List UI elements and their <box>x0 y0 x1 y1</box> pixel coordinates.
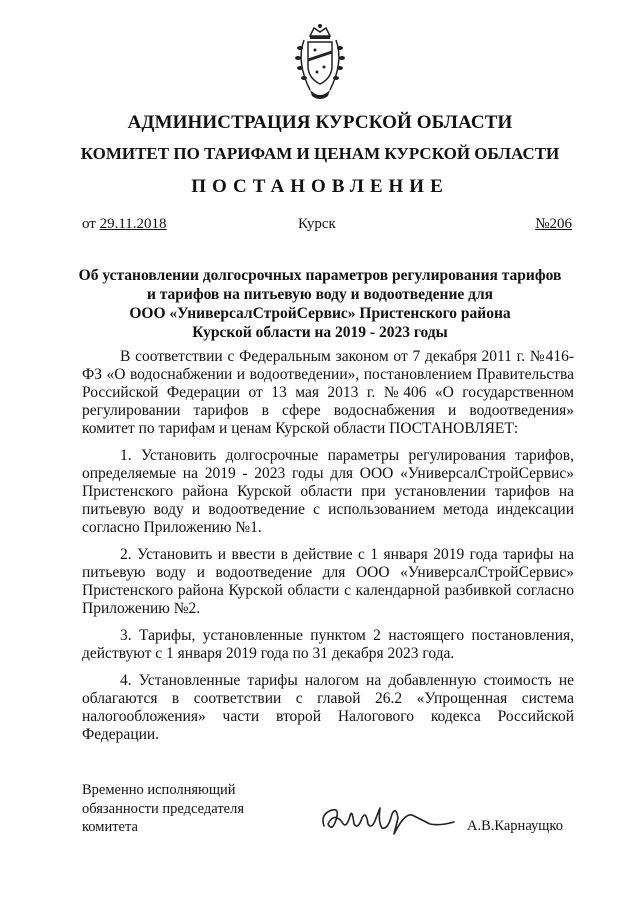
organization-title: АДМИНИСТРАЦИЯ КУРСКОЙ ОБЛАСТИ <box>127 112 513 133</box>
item-3-paragraph: 3. Тарифы, установленные пунктом 2 настоящего постановления, действуют с 1 января 2019 года по 31 декабря 2023 года. <box>82 627 574 662</box>
date-prefix: от <box>82 216 100 232</box>
document-type: ПОСТАНОВЛЕНИЕ <box>191 176 449 197</box>
handwritten-signature-icon <box>318 800 458 838</box>
document-number: №206 <box>535 216 572 232</box>
title-line: ООО «УниверсалСтройСервис» Пристенского района <box>129 305 511 322</box>
kursk-coat-of-arms-icon <box>288 22 352 106</box>
signatory-position <box>82 781 244 837</box>
document-date <box>82 216 167 233</box>
position-line: Временно исполняющий <box>82 782 236 798</box>
document-body <box>82 348 574 753</box>
position-line: комитета <box>82 819 138 835</box>
preamble-paragraph: В соответствии с Федеральным законом от 7 декабря 2011 г. №416-ФЗ «О водоснабжении и водоотведении», постановлением Правительства Российской Федерации от 13 мая 2013 г. №406 «О государственном регулировании тарифов в сфере водоснабжения и водоотведения» комитет по тарифам и ценам Курской области ПОСТАНОВЛЯЕТ: <box>82 348 574 437</box>
committee-title: КОМИТЕТ ПО ТАРИФАМ И ЦЕНАМ КУРСКОЙ ОБЛАСТИ <box>80 144 560 163</box>
document-city: Курск <box>298 216 336 232</box>
item-2-paragraph: 2. Установить и ввести в действие с 1 января 2019 года тарифы на питьевую воду и водоотведение для ООО «УниверсалСтройСервис» Пристенского района Курской области с календарной разбивкой согласно Приложению №2. <box>82 546 574 617</box>
item-1-paragraph: 1. Установить долгосрочные параметры регулирования тарифов, определяемые на 2019 - 2023 годы для ООО «УниверсалСтройСервис» Пристенского района Курской области при установлении тарифов на питьевую воду и водоотведение с использованием метода индексации согласно Приложению №1. <box>82 447 574 536</box>
date-value: 29.11.2018 <box>99 216 167 232</box>
title-line: и тарифов на питьевую воду и водоотведение для <box>146 286 494 303</box>
title-line: Об установлении долгосрочных параметров регулирования тарифов <box>78 267 562 284</box>
signer-name: А.В.Карнаущко <box>467 818 563 834</box>
document-title <box>70 266 570 342</box>
title-line: Курской области на 2019 - 2023 годы <box>192 324 448 341</box>
position-line: обязанности председателя <box>82 800 244 817</box>
item-4-paragraph: 4. Установленные тарифы налогом на добавленную стоимость не облагаются в соответствии с главой 26.2 «Упрощенная система налогообложения» части второй Налогового кодекса Российской Федерации. <box>82 672 574 743</box>
